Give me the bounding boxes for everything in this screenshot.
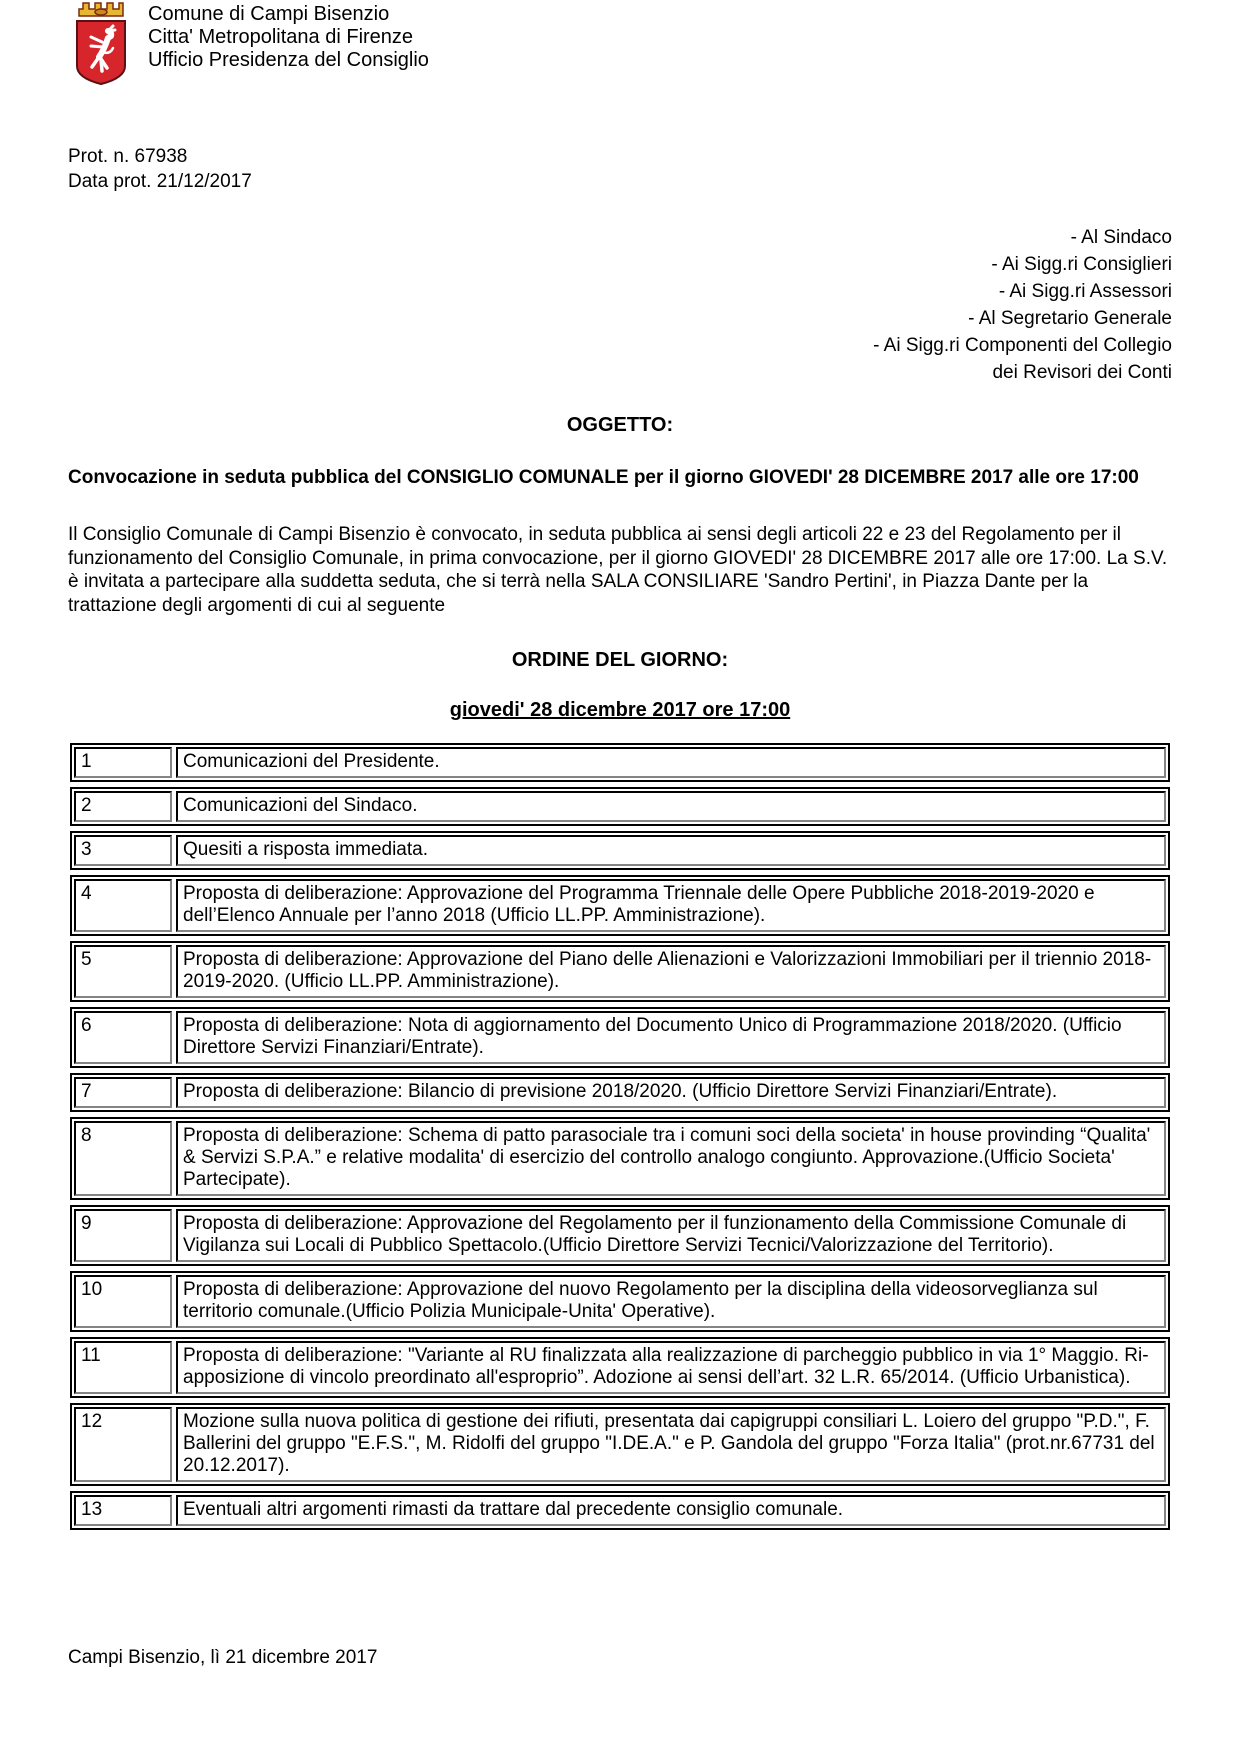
agenda-item-number: 13	[74, 1495, 172, 1526]
recipient-line: - Ai Sigg.ri Consiglieri	[991, 254, 1172, 275]
agenda-item-text: Comunicazioni del Presidente.	[176, 747, 1166, 778]
agenda-table	[70, 743, 1170, 1530]
table-row	[70, 831, 1170, 870]
protocol-date: Data prot. 21/12/2017	[68, 171, 252, 192]
agenda-item-number: 10	[74, 1275, 172, 1328]
agenda-item-text: Eventuali altri argomenti rimasti da trattare dal precedente consiglio comunale.	[176, 1495, 1166, 1526]
protocol-block	[68, 144, 1172, 194]
recipient-line: - Al Segretario Generale	[968, 308, 1172, 329]
table-row	[70, 875, 1170, 936]
agenda-item-text: Quesiti a risposta immediata.	[176, 835, 1166, 866]
agenda-item-text: Proposta di deliberazione: Approvazione del nuovo Regolamento per la disciplina della videosorveglianza sul territorio comunale.(Ufficio Polizia Municipale-Unita' Operative).	[176, 1275, 1166, 1328]
agenda-item-number: 5	[74, 945, 172, 998]
agenda-item-number: 4	[74, 879, 172, 932]
subject-text: Convocazione in seduta pubblica del CONSIGLIO COMUNALE per il giorno GIOVEDI' 28 DICEMBRE 2017 alle ore 17:00	[68, 467, 1139, 488]
agenda-item-number: 12	[74, 1407, 172, 1482]
agenda-item-text: Proposta di deliberazione: Approvazione del Programma Triennale delle Opere Pubbliche 2018-2019-2020 e dell’Elenco Annuale per l’anno 2018 (Ufficio LL.PP. Amministrazione).	[176, 879, 1166, 932]
agenda-item-text: Proposta di deliberazione: Approvazione del Regolamento per il funzionamento della Commissione Comunale di Vigilanza sui Locali di Pubblico Spettacolo.(Ufficio Direttore Servizi Tecnici/Valorizzazione del Territorio).	[176, 1209, 1166, 1262]
coat-of-arms-icon	[68, 0, 134, 86]
agenda-item-number: 6	[74, 1011, 172, 1064]
agenda-item-text: Proposta di deliberazione: Bilancio di previsione 2018/2020. (Ufficio Direttore Servizi Finanziari/Entrate).	[176, 1077, 1166, 1108]
recipient-line: - Ai Sigg.ri Componenti del Collegio	[873, 335, 1172, 356]
letterhead-text	[148, 0, 429, 72]
recipient-line: - Ai Sigg.ri Assessori	[998, 281, 1172, 302]
table-row	[70, 1403, 1170, 1486]
table-row	[70, 1491, 1170, 1530]
place-date-line: Campi Bisenzio, lì 21 dicembre 2017	[68, 1647, 378, 1668]
recipients	[68, 224, 1172, 386]
agenda-item-number: 2	[74, 791, 172, 822]
table-row	[70, 787, 1170, 826]
recipient-line: - Al Sindaco	[1070, 227, 1172, 248]
agenda-item-text: Mozione sulla nuova politica di gestione dei rifiuti, presentata dai capigruppi consiliari L. Loiero del gruppo "P.D.", F. Ballerini del gruppo "E.F.S.", M. Ridolfi del gruppo "I.DE.A." e P. Gandola del gruppo "Forza Italia" (prot.nr.67731 del 20.12.2017).	[176, 1407, 1166, 1482]
recipient-line: dei Revisori dei Conti	[992, 362, 1172, 383]
agenda-item-number: 3	[74, 835, 172, 866]
org-subtitle: Citta' Metropolitana di Firenze	[148, 26, 414, 48]
agenda-title: ORDINE DEL GIORNO:	[511, 649, 729, 671]
table-row	[70, 1073, 1170, 1112]
protocol-number: Prot. n. 67938	[68, 146, 188, 167]
agenda-item-number: 11	[74, 1341, 172, 1394]
agenda-item-number: 7	[74, 1077, 172, 1108]
agenda-item-number: 9	[74, 1209, 172, 1262]
table-row	[70, 1117, 1170, 1200]
agenda-item-number: 8	[74, 1121, 172, 1196]
agenda-item-text: Comunicazioni del Sindaco.	[176, 791, 1166, 822]
org-office: Ufficio Presidenza del Consiglio	[148, 49, 429, 71]
table-row	[70, 1205, 1170, 1266]
agenda-item-text: Proposta di deliberazione: Nota di aggiornamento del Documento Unico di Programmazione 2018/2020. (Ufficio Direttore Servizi Finanziari/Entrate).	[176, 1011, 1166, 1064]
table-row	[70, 941, 1170, 1002]
agenda-item-number: 1	[74, 747, 172, 778]
table-row	[70, 743, 1170, 782]
table-row	[70, 1337, 1170, 1398]
agenda-item-text: Proposta di deliberazione: "Variante al RU finalizzata alla realizzazione di parcheggio pubblico in via 1° Maggio. Ri-apposizione di vincolo preordinato all'esproprio”. Adozione ai sensi dell’art. 32 L.R. 65/2014. (Ufficio Urbanistica).	[176, 1341, 1166, 1394]
table-row	[70, 1271, 1170, 1332]
subject-label: OGGETTO:	[566, 414, 674, 436]
letterhead	[68, 0, 1172, 86]
table-row	[70, 1007, 1170, 1068]
agenda-item-text: Proposta di deliberazione: Approvazione del Piano delle Alienazioni e Valorizzazioni Immobiliari per il triennio 2018-2019-2020. (Ufficio LL.PP. Amministrazione).	[176, 945, 1166, 998]
body-paragraph: Il Consiglio Comunale di Campi Bisenzio è convocato, in seduta pubblica ai sensi degli articoli 22 e 23 del Regolamento per il funzionamento del Consiglio Comunale, in prima convocazione, per il giorno GIOVEDI' 28 DICEMBRE 2017 alle ore 17:00. La S.V. è invitata a partecipare alla suddetta seduta, che si terrà nella SALA CONSILIARE 'Sandro Pertini', in Piazza Dante per la trattazione degli argomenti di cui al seguente	[68, 524, 1168, 616]
agenda-date-heading: giovedi' 28 dicembre 2017 ore 17:00	[449, 699, 791, 721]
org-name: Comune di Campi Bisenzio	[148, 3, 390, 25]
agenda-item-text: Proposta di deliberazione: Schema di patto parasociale tra i comuni soci della societa' in house provinding “Qualita' & Servizi S.P.A.” e relative modalita' di esercizio del controllo analogo congiunto. Approvazione.(Ufficio Societa' Partecipate).	[176, 1121, 1166, 1196]
